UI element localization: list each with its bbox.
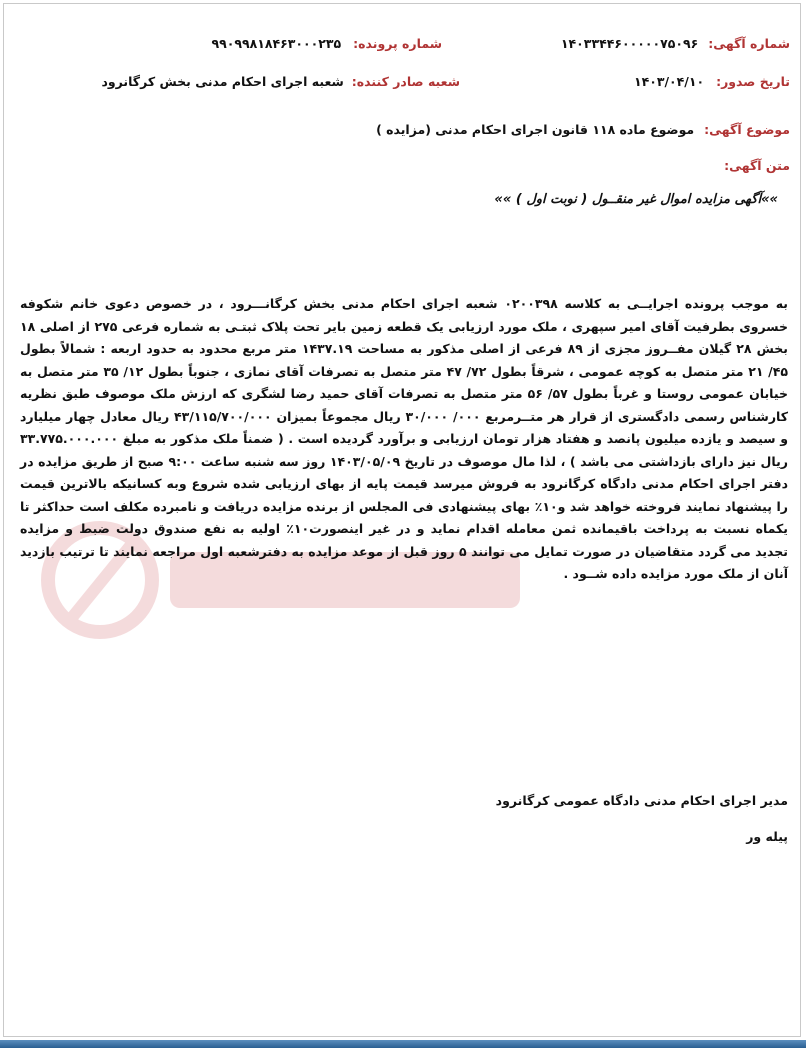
notice-title: »»آگهی مزایده اموال غیر منقــول ( نوبت اول ) »» [494,192,778,207]
ad-number [561,36,790,51]
file-number-value: ۹۹۰۹۹۸۱۸۴۶۳۰۰۰۲۳۵ [211,36,342,51]
issue-date-value: ۱۴۰۳/۰۴/۱۰ [633,74,705,89]
issuer [101,74,460,89]
subject [376,122,790,137]
ad-number-value: ۱۴۰۳۳۴۴۶۰۰۰۰۰۷۵۰۹۶ [560,36,699,51]
ad-number-label: شماره آگهی: [708,36,790,51]
issue-date [634,74,790,89]
notice-text-label: متن آگهی: [724,158,790,173]
subject-label: موضوع آگهی: [704,122,790,137]
file-number [211,36,442,51]
file-number-label: شماره پرونده: [353,36,442,51]
signature-title: مدیر اجرای احکام مدنی دادگاه عمومی کرگانرود [495,793,788,808]
issuer-label: شعبه صادر کننده: [351,74,460,89]
issuer-value: شعبه اجرای احکام مدنی بخش کرگانرود [101,74,344,89]
bottom-bar [0,1040,806,1048]
signature-name: پیله ور [746,829,788,844]
issue-date-label: تاریخ صدور: [716,74,790,89]
subject-value: موضوع ماده ۱۱۸ قانون اجرای احکام مدنی (مزایده ) [376,122,695,137]
notice-body: به موجب پرونده اجرایــی به کلاسه ۰۲۰۰۳۹۸ شعبه اجرای احکام مدنی بخش کرگانـــرود ، در خصوص دعوی خانم شکوفه خسروی بطرفیت آقای امیر سپهری ، ملک مورد ارزیابی یک قطعه زمین بایر تحت پلاک ثبتـی به شماره فرعی ۲۷۵ از اصلی ۱۸ بخش ۲۸ گیلان مفــروز مجزی از ۸۹ فرعی از اصلی مذکور به مساحت ۱۴۳۷.۱۹ متر مربع محدود به حدود اربعه : شمالاً بطول ۴۵/ ۲۱ متر متصل به کوچه عمومی ، شرقاً بطول ۷۲/ ۴۷ متر متصل به تصرفات آقای نمازی ، جنوباً بطول ۱۲/ ۳۵ متر متصل به خیابان عمومی روستا و غرباً بطول ۵۷/ ۵۶ متر متصل به تصرفات آقای حمید رضا لشگری که ارزش ملک موصوف طبق نظریه کارشناس رسمی دادگستری از قرار هر متــرمربع ۰۰۰/ ۳۰/۰۰۰ ریال مجموعاً بمیزان ۴۳/۱۱۵/۷۰۰/۰۰۰ ریال معادل چهار میلیارد و سیصد و یازده میلیون پانصد و هفتاد هزار تومان ارزیابی و برآورد گردیده است . ( ضمناً ملک مذکور به مبلغ ۳۳.۷۷۵.۰۰۰.۰۰۰ ریال نیز دارای بازداشتی می باشد ) ، لذا مال موصوف در تاریخ ۱۴۰۳/۰۵/۰۹ روز سه شنبه ساعت ۹:۰۰ صبح از طریق مزایده در دفتر اجرای احکام مدنی دادگاه کرگانرود به فروش میرسد قیمت پایه از بهای ارزیابی شده شروع وبه کسانیکه بالاترین قیمت را پیشنهاد نمایند فروخته خواهد شد و۱۰٪ بهای پیشنهادی فی المجلس از برنده مزایده دریافت و نامبرده مکلف است حداکثر تا یکماه نسبت به پرداخت باقیمانده ثمن معامله اقدام نماید و در غیر اینصورت۱۰٪ اولیه به نفع صندوق دولت ضبط و مزایده تجدید می گردد متقاضیان در صورت تمایل می توانند ۵ روز قبل از موعد مزایده به دفترشعبه اول مراجعه نمایند تا ترتیب بازدید آنان از ملک مورد مزایده داده شــود . [20,296,789,581]
